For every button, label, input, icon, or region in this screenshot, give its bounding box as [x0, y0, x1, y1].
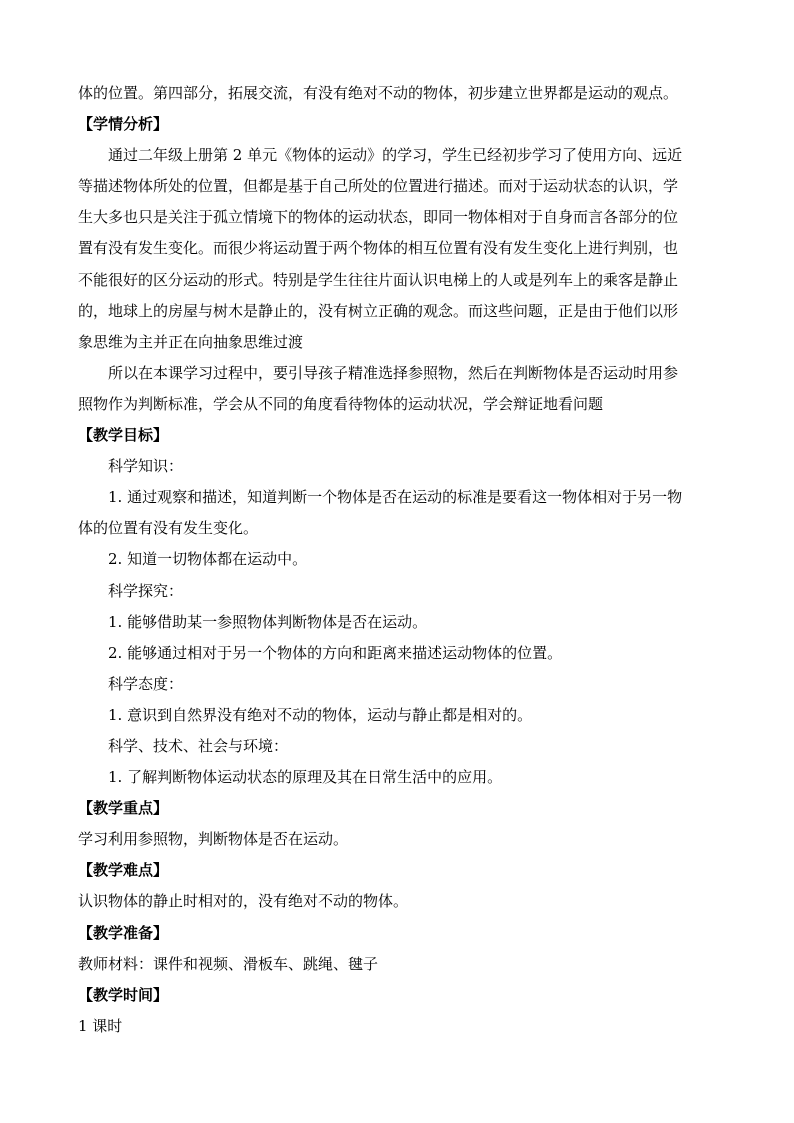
key-points-text: 学习利用参照物，判断物体是否在运动。 [78, 830, 349, 849]
difficulties-text: 认识物体的静止时相对的，没有绝对不动的物体。 [78, 892, 409, 911]
paragraph-line: 等描述物体所处的位置，但都是基于自己所处的位置进行描述。而对于运动状态的认识，学 [78, 177, 679, 196]
document-page [78, 78, 720, 1042]
objective-item: 1. 能够借助某一参照物体判断物体是否在运动。 [108, 612, 428, 631]
teaching-time-text: 1 课时 [78, 1016, 123, 1035]
section-heading-key-points: 【教学重点】 [78, 799, 169, 818]
paragraph-line: 不能很好的区分运动的形式。特别是学生往往片面认识电梯上的人或是列车上的乘客是静止 [78, 270, 679, 289]
section-heading-preparation: 【教学准备】 [78, 923, 169, 942]
paragraph-line: 象思维为主并正在向抽象思维过渡 [78, 332, 304, 351]
objective-item: 1. 意识到自然界没有绝对不动的物体，运动与静止都是相对的。 [108, 705, 533, 724]
paragraph-line: 的，地球上的房屋与树木是静止的，没有树立正确的观念。而这些问题，正是由于他们以形 [78, 301, 679, 320]
objective-category: 科学、技术、社会与环境： [108, 736, 289, 755]
objective-item: 2. 知道一切物体都在运动中。 [108, 550, 308, 569]
section-heading-difficulties: 【教学难点】 [78, 861, 169, 880]
paragraph-line: 生大多也只是关注于孤立情境下的物体的运动状态，即同一物体相对于自身而言各部分的位 [78, 208, 679, 227]
objective-item: 1. 了解判断物体运动状态的原理及其在日常生活中的应用。 [108, 768, 503, 787]
intro-paragraph-end: 体的位置。第四部分，拓展交流，有没有绝对不动的物体，初步建立世界都是运动的观点。 [78, 84, 679, 102]
preparation-text: 教师材料：课件和视频、滑板车、跳绳、毽子 [78, 954, 379, 973]
objective-item: 2. 能够通过相对于另一个物体的方向和距离来描述运动物体的位置。 [108, 643, 563, 662]
paragraph-line: 所以在本课学习过程中，要引导孩子精准选择参照物，然后在判断物体是否运动时用参 [108, 363, 679, 382]
paragraph-line: 照物作为判断标准，学会从不同的角度看待物体的运动状况，学会辩证地看问题 [78, 394, 604, 413]
objective-category: 科学态度： [108, 674, 184, 693]
paragraph-line: 通过二年级上册第 2 单元《物体的运动》的学习，学生已经初步学习了使用方向、远近 [108, 146, 683, 165]
section-heading-student-analysis: 【学情分析】 [78, 115, 169, 134]
section-heading-teaching-objectives: 【教学目标】 [78, 426, 169, 445]
objective-category: 科学知识： [108, 457, 184, 476]
objective-category: 科学探究： [108, 581, 184, 600]
objective-item-continued: 体的位置有没有发生变化。 [78, 519, 259, 538]
section-heading-teaching-time: 【教学时间】 [78, 985, 169, 1004]
objective-item: 1. 通过观察和描述，知道判断一个物体是否在运动的标准是要看这一物体相对于另一物 [108, 488, 683, 507]
paragraph-line: 置有没有发生变化。而很少将运动置于两个物体的相互位置有没有发生变化上进行判别，也 [78, 239, 679, 258]
